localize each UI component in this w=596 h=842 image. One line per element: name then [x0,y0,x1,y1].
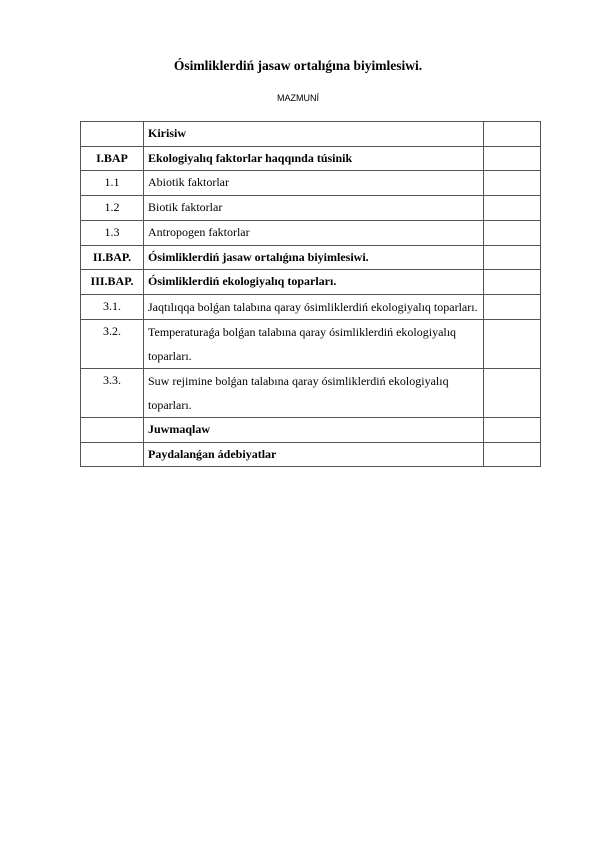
section-number [81,442,144,467]
table-row [81,417,541,442]
section-number: 1.1 [81,171,144,196]
section-title: Ósimliklerdiń jasaw ortalıǵına biyimlesiwi. [144,245,484,270]
table-row [81,294,541,319]
section-number: 3.2. [81,319,144,368]
document-title: Ósimliklerdiń jasaw ortalıǵına biyimlesiwi. [173,58,423,73]
page-number-cell [484,319,541,368]
table-row [81,171,541,196]
section-title: Paydalanǵan ádebiyatlar [144,442,484,467]
section-title: Juwmaqlaw [144,417,484,442]
contents-heading: MAZMUNÍ [277,93,319,103]
table-row [81,196,541,221]
section-number: II.BAP. [81,245,144,270]
section-title: Temperaturaǵa bolǵan talabına qaray ósimliklerdiń ekologiyalıq toparları. [144,319,484,368]
page-number-cell [484,368,541,417]
section-title: Kirisiw [144,122,484,147]
section-number: 1.3 [81,220,144,245]
page-number-cell [484,294,541,319]
page-number-cell [484,270,541,295]
page-number-cell [484,122,541,147]
page-number-cell [484,171,541,196]
table-row [81,220,541,245]
section-title: Suw rejimine bolǵan talabına qaray ósimliklerdiń ekologiyalıq toparları. [144,368,484,417]
section-title: Biotik faktorlar [144,196,484,221]
page-number-cell [484,417,541,442]
table-row [81,270,541,295]
page-number-cell [484,196,541,221]
section-number: 1.2 [81,196,144,221]
page-number-cell [484,442,541,467]
section-number: 3.1. [81,294,144,319]
page-number-cell [484,146,541,171]
section-title: Abiotik faktorlar [144,171,484,196]
page-number-cell [484,245,541,270]
page-number-cell [484,220,541,245]
section-title: Ekologiyalıq faktorlar haqqında túsinik [144,146,484,171]
section-number: 3.3. [81,368,144,417]
section-number [81,417,144,442]
table-row [81,319,541,368]
section-number: I.BAP [81,146,144,171]
section-number [81,122,144,147]
table-row [81,442,541,467]
table-of-contents [80,121,541,467]
table-row [81,146,541,171]
table-row [81,122,541,147]
table-row [81,368,541,417]
table-row [81,245,541,270]
section-title: Antropogen faktorlar [144,220,484,245]
section-title: Jaqtılıqqa bolǵan talabına qaray ósimliklerdiń ekologiyalıq toparları. [144,294,484,319]
section-number: III.BAP. [81,270,144,295]
section-title: Ósimliklerdiń ekologiyalıq toparları. [144,270,484,295]
